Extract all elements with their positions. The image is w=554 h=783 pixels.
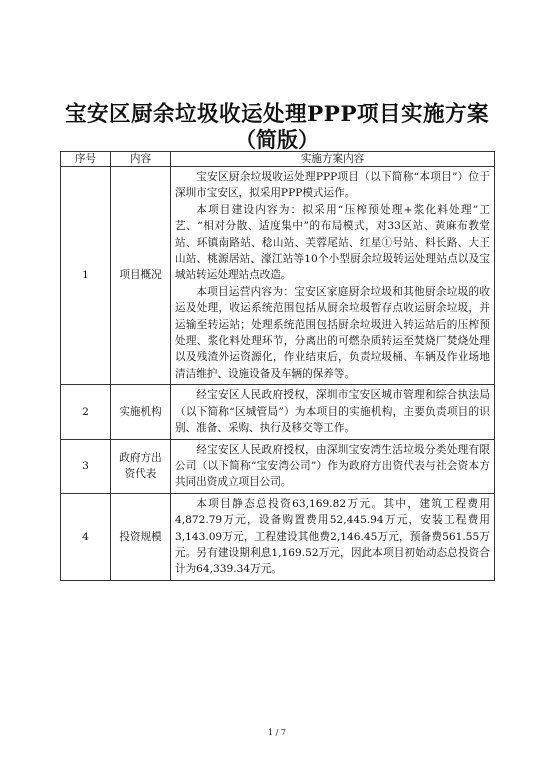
row-category: 项目概况 [111, 167, 171, 385]
content-paragraph: 本项目建设内容为：拟采用“压榨预处理+浆化料处理”工艺、“相对分散、适度集中”的布局模式，对33区站、黄麻布教堂站、环镇南路站、稔山站、芙蓉尾站、红星①号站、料长路、大王山站、桃源居站、濠江站等10个小型厨余垃圾转运处理站点以及宝城站转运处理站点改造。 [175, 203, 490, 282]
content-paragraph: 本项目静态总投资63,169.82万元。其中，建筑工程费用4,872.79万元，设备购置费用52,445.94万元，安装工程费用3,143.09万元，工程建设其他费2,146.45万元，预备费561.55万元。另有建设期利息1,169.52万元，因此本项目初始动态总投资合计为64,339.34万元。 [175, 497, 490, 576]
page-number: 1 / 7 [268, 728, 286, 737]
row-content [171, 493, 495, 580]
row-content [171, 167, 495, 385]
header-category: 内容 [111, 152, 171, 167]
row-content [171, 439, 495, 493]
plan-table [60, 151, 495, 581]
row-number: 3 [61, 439, 111, 493]
row-category: 实施机构 [111, 385, 171, 439]
table-header-row [61, 152, 495, 167]
content-paragraph: 本项目运营内容为：宝安区家庭厨余垃圾和其他厨余垃圾的收运及处理，收运系统范围包括从厨余垃圾暂存点收运厨余垃圾，并运输至转运站；处理系统范围包括厨余垃圾进入转运站后的压榨预处理、浆化料处理环节，分离出的可燃杂质转运至焚烧厂焚烧处理以及残渣外运资源化，作业结束后，负责垃圾桶、车辆及作业场地清洁维护、设施设备及车辆的保养等。 [175, 285, 490, 380]
row-content [171, 385, 495, 439]
table-row [61, 167, 495, 385]
content-paragraph: 经宝安区人民政府授权，由深圳宝安湾生活垃圾分类处理有限公司（以下简称“宝安湾公司”）作为政府方出资代表与社会资本方共同出资成立项目公司。 [175, 443, 490, 489]
table-row [61, 385, 495, 439]
table-row [61, 439, 495, 493]
row-number: 1 [61, 167, 111, 385]
row-category: 投资规模 [111, 493, 171, 580]
row-category: 政府方出资代表 [111, 439, 171, 493]
header-content: 实施方案内容 [171, 152, 495, 167]
content-paragraph: 经宝安区人民政府授权，深圳市宝安区城市管理和综合执法局（以下简称“区城管局”）为本项目的实施机构，主要负责项目的识别、准备、采购、执行及移交等工作。 [175, 389, 490, 435]
table-row [61, 493, 495, 580]
header-number: 序号 [61, 152, 111, 167]
document-title: 宝安区厨余垃圾收运处理PPP项目实施方案 [64, 102, 489, 127]
content-paragraph: 宝安区厨余垃圾收运处理PPP项目（以下简称“本项目”）位于深圳市宝安区，拟采用PPP模式运作。 [175, 171, 490, 200]
row-number: 4 [61, 493, 111, 580]
row-number: 2 [61, 385, 111, 439]
document-subtitle: （简版） [235, 127, 319, 152]
